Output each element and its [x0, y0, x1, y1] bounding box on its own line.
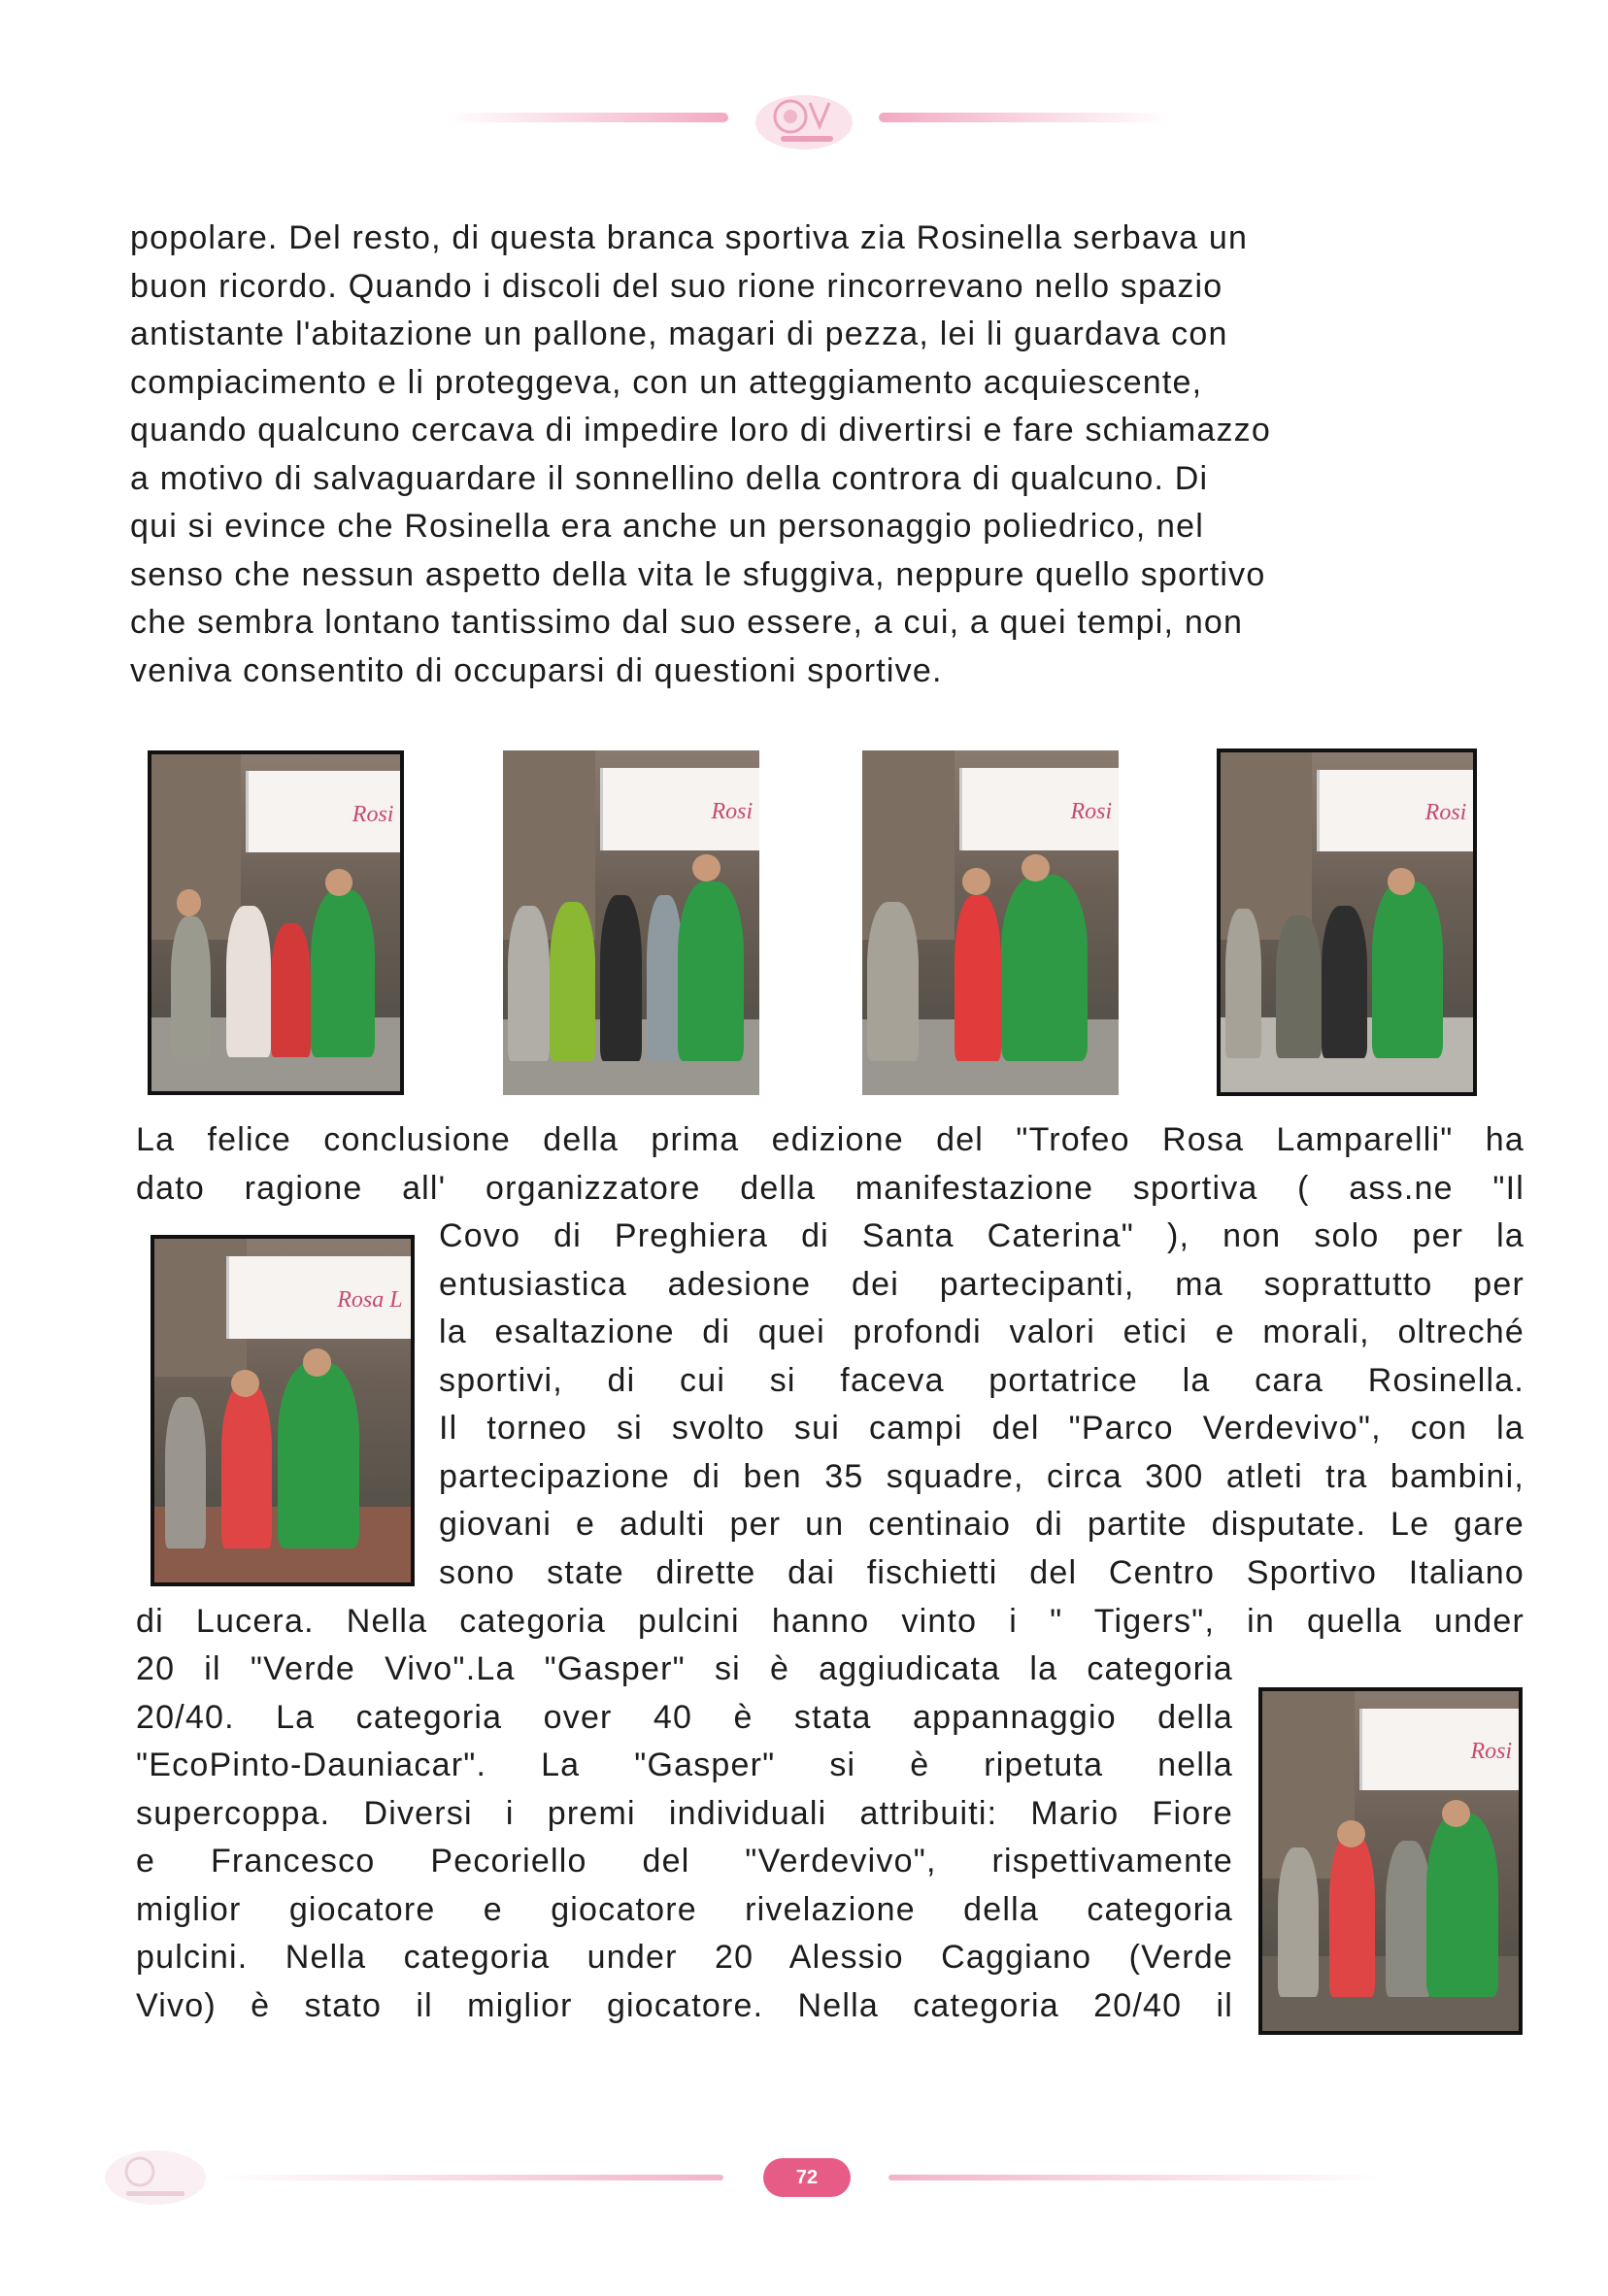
text-line: Vivo) è stato il miglior giocatore. Nella categoria 20/40 il: [136, 1986, 1233, 2024]
banner-text: Rosi: [711, 799, 754, 825]
header-rule-right: [879, 113, 1170, 122]
banner-text: Rosi: [1070, 799, 1113, 825]
text-line: buon ricordo. Quando i discoli del suo rione rincorrevano nello spazio: [130, 267, 1223, 305]
text-line: La felice conclusione della prima edizione del "Trofeo Rosa Lamparelli" ha: [136, 1121, 1524, 1158]
footer-rule-right: [888, 2175, 1384, 2180]
photo-podium: [151, 1235, 415, 1586]
text-line: pulcini. Nella categoria under 20 Alessio Caggiano (Verde: [136, 1939, 1233, 1976]
rose-emblem-icon: [748, 83, 860, 153]
text-line: Covo di Preghiera di Santa Caterina" ), non solo per la: [439, 1217, 1524, 1254]
rose-emblem-icon: [97, 2141, 214, 2209]
banner-text: Rosi: [1470, 1739, 1513, 1765]
banner-text: Rosi: [1424, 800, 1467, 826]
text-line: partecipazione di ben 35 squadre, circa 300 atleti tra bambini,: [439, 1457, 1524, 1495]
body-paragraph-middle: [136, 1598, 1524, 1647]
text-line: dato ragione all' organizzatore della manifestazione sportiva ( ass.ne "Il: [136, 1169, 1524, 1207]
text-line: compiacimento e li proteggeva, con un atteggiamento acquiescente,: [130, 363, 1203, 401]
header-rule-left: [447, 113, 728, 122]
banner-text: Rosi: [352, 801, 394, 827]
text-line: senso che nessun aspetto della vita le sfuggiva, neppure quello sportivo: [130, 555, 1266, 593]
text-line: che sembra lontano tantissimo dal suo essere, a cui, a quei tempi, non: [130, 604, 1244, 641]
body-paragraph-right: [439, 1213, 1524, 1597]
text-line: miglior giocatore e giocatore rivelazione della categoria: [136, 1890, 1233, 1928]
text-line: quando qualcuno cercava di impedire loro di divertirsi e fare schiamazzo: [130, 412, 1271, 449]
text-line: antistante l'abitazione un pallone, magari di pezza, lei li guardava con: [130, 316, 1228, 352]
text-line: qui si evince che Rosinella era anche un personaggio poliedrico, nel: [130, 508, 1205, 545]
banner-text: Rosa L: [337, 1286, 403, 1313]
body-paragraph-left: [136, 1646, 1233, 2030]
photo-trophy-2: [503, 750, 759, 1095]
footer-rule-left: [218, 2175, 723, 2180]
text-line: veniva consentito di occuparsi di questioni sportive.: [130, 651, 943, 689]
text-line: 20/40. La categoria over 40 è stata appannaggio della: [136, 1698, 1233, 1736]
photo-award: [1258, 1687, 1523, 2035]
text-line: Il torneo si svolto sui campi del "Parco Verdevivo", con la: [439, 1410, 1524, 1447]
photo-trophy-1: [148, 750, 404, 1095]
text-line: popolare. Del resto, di questa branca sportiva zia Rosinella serbava un: [130, 219, 1249, 256]
text-line: entusiastica adesione dei partecipanti, ma soprattutto per: [439, 1265, 1524, 1303]
text-line: e Francesco Pecoriello del "Verdevivo", rispettivamente: [136, 1843, 1233, 1880]
intro-paragraph: [130, 215, 1524, 695]
body-paragraph-top: [136, 1116, 1524, 1213]
text-line: 20 il "Verde Vivo".La "Gasper" si è aggiudicata la categoria: [136, 1650, 1233, 1687]
text-line: a motivo di salvaguardare il sonnellino della controra di qualcuno. Di: [130, 459, 1209, 497]
text-line: sono state dirette dai fischietti del Centro Sportivo Italiano: [439, 1553, 1524, 1591]
photo-trophy-4: [1217, 749, 1477, 1096]
page-number: 72: [763, 2158, 851, 2197]
text-line: giovani e adulti per un centinaio di partite disputate. Le gare: [439, 1506, 1524, 1543]
text-line: "EcoPinto-Dauniacar". La "Gasper" si è ripetuta nella: [136, 1747, 1233, 1783]
text-line: di Lucera. Nella categoria pulcini hanno vinto i " Tigers", in quella under: [136, 1603, 1524, 1640]
text-line: supercoppa. Diversi i premi individuali attribuiti: Mario Fiore: [136, 1794, 1233, 1832]
photo-trophy-3: [862, 750, 1119, 1095]
text-line: la esaltazione di quei profondi valori etici e morali, oltreché: [439, 1314, 1524, 1350]
text-line: sportivi, di cui si faceva portatrice la cara Rosinella.: [439, 1361, 1524, 1399]
